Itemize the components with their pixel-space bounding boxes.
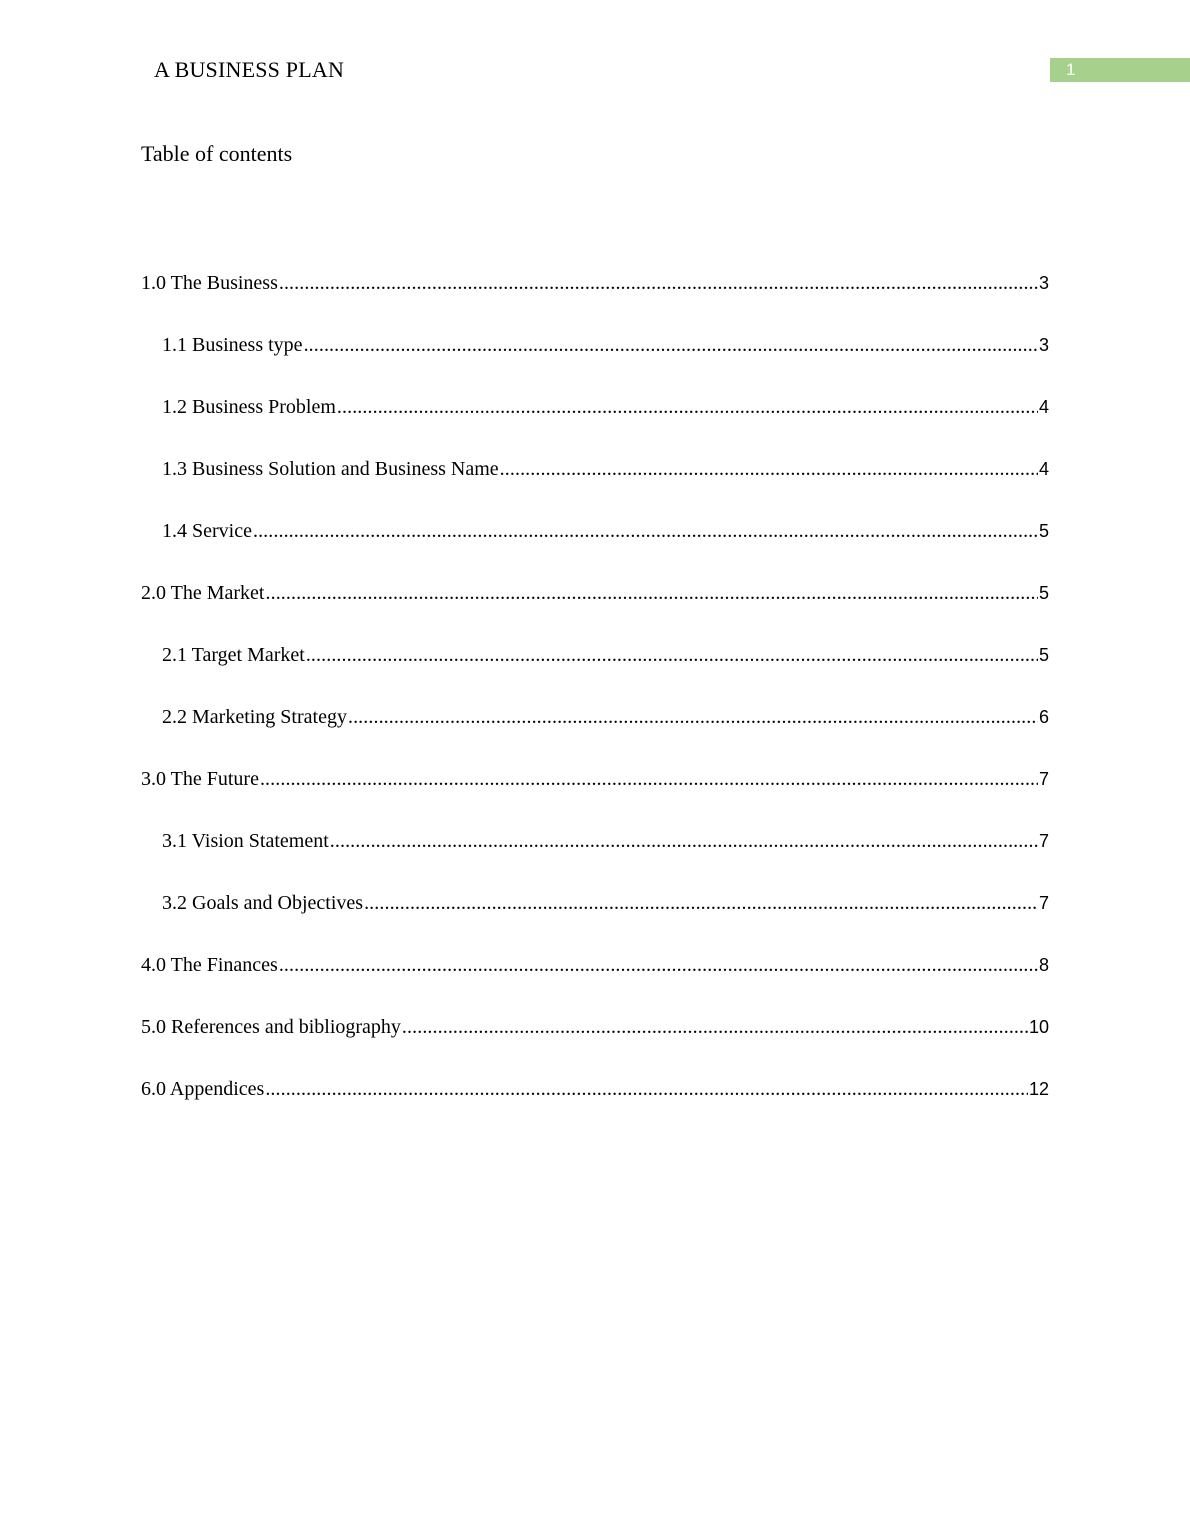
toc-entry-label: 1.4 Service xyxy=(162,520,252,542)
toc-entry-page: 6 xyxy=(1038,707,1049,727)
toc-dot-leader xyxy=(348,703,1038,731)
toc-entry-label: 2.2 Marketing Strategy xyxy=(162,706,347,728)
toc-entry-page: 4 xyxy=(1038,397,1049,417)
toc-entry-label: 1.3 Business Solution and Business Name xyxy=(162,458,499,480)
toc-entry-label: 2.1 Target Market xyxy=(162,644,305,666)
toc-entry[interactable] xyxy=(141,889,1049,951)
toc-entry[interactable] xyxy=(141,517,1049,579)
toc-dot-leader xyxy=(330,827,1038,855)
toc-entry-label: 1.2 Business Problem xyxy=(162,396,336,418)
header-title: A BUSINESS PLAN xyxy=(154,57,345,82)
toc-entry-label: 1.1 Business type xyxy=(162,334,303,356)
toc-entry[interactable] xyxy=(141,641,1049,703)
toc-entry-page: 8 xyxy=(1038,955,1049,975)
toc-entry[interactable] xyxy=(141,1075,1049,1137)
toc-entry[interactable] xyxy=(141,393,1049,455)
toc-dot-leader xyxy=(364,889,1038,917)
toc-entry-page: 7 xyxy=(1038,769,1049,789)
toc-entry-label: 3.2 Goals and Objectives xyxy=(162,892,364,914)
toc-dot-leader xyxy=(304,331,1038,359)
toc-entry[interactable] xyxy=(141,951,1049,1013)
toc-entry-label: 5.0 References and bibliography xyxy=(141,1016,401,1038)
toc-dot-leader xyxy=(337,393,1038,421)
toc-entry-label: 2.0 The Market xyxy=(141,582,265,604)
toc-entry-label: 3.0 The Future xyxy=(141,768,259,790)
toc-entry-label: 4.0 The Finances xyxy=(141,954,278,976)
toc-dot-leader xyxy=(253,517,1038,545)
toc-entry-page: 10 xyxy=(1028,1017,1049,1037)
toc-entry-page: 5 xyxy=(1038,645,1049,665)
toc-entry-page: 3 xyxy=(1038,335,1049,355)
toc-dot-leader xyxy=(266,579,1038,607)
toc-entry-page: 5 xyxy=(1038,583,1049,603)
toc-entry-page: 7 xyxy=(1038,893,1049,913)
toc-entry[interactable] xyxy=(141,827,1049,889)
toc-heading: Table of contents xyxy=(141,141,293,166)
toc-entry[interactable] xyxy=(141,765,1049,827)
toc-entry[interactable] xyxy=(141,331,1049,393)
toc-dot-leader xyxy=(500,455,1038,483)
table-of-contents xyxy=(141,269,1049,1137)
toc-dot-leader xyxy=(260,765,1038,793)
toc-entry-page: 4 xyxy=(1038,459,1049,479)
page-number-badge: 1 xyxy=(1050,58,1190,82)
toc-dot-leader xyxy=(279,951,1038,979)
toc-entry-page: 12 xyxy=(1028,1079,1049,1099)
toc-entry-label: 1.0 The Business xyxy=(141,272,278,294)
toc-dot-leader xyxy=(306,641,1038,669)
toc-dot-leader xyxy=(265,1075,1028,1103)
toc-entry-page: 3 xyxy=(1038,273,1049,293)
toc-entry[interactable] xyxy=(141,455,1049,517)
toc-entry[interactable] xyxy=(141,1013,1049,1075)
toc-entry[interactable] xyxy=(141,269,1049,331)
toc-entry[interactable] xyxy=(141,579,1049,641)
toc-dot-leader xyxy=(279,269,1038,297)
toc-entry-page: 5 xyxy=(1038,521,1049,541)
toc-entry-label: 3.1 Vision Statement xyxy=(162,830,329,852)
toc-entry-label: 6.0 Appendices xyxy=(141,1078,265,1100)
toc-entry[interactable] xyxy=(141,703,1049,765)
toc-entry-page: 7 xyxy=(1038,831,1049,851)
toc-dot-leader xyxy=(402,1013,1028,1041)
